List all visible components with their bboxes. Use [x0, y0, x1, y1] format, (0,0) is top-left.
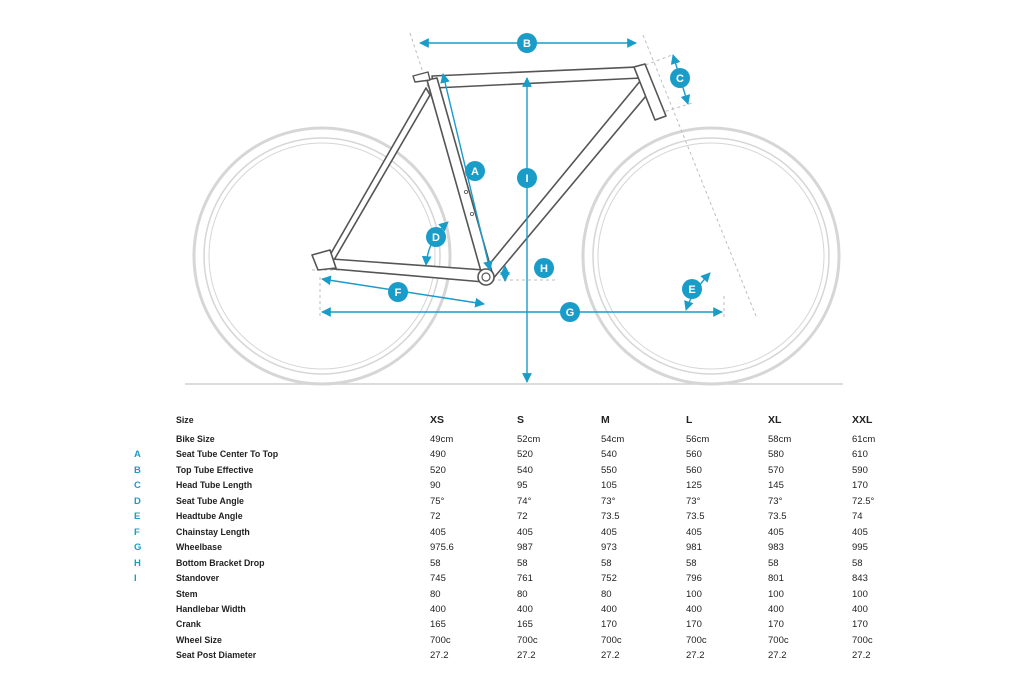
size-header-m: M — [601, 414, 610, 426]
row-value: 80 — [430, 588, 441, 600]
row-value: 405 — [430, 526, 446, 538]
row-value: 80 — [601, 588, 612, 600]
row-value: 27.2 — [601, 650, 620, 662]
row-value: 700c — [601, 634, 622, 646]
svg-text:I: I — [525, 173, 529, 185]
row-value: 843 — [852, 573, 868, 585]
row-letter: D — [134, 495, 141, 507]
size-header-xxl: XXL — [852, 414, 873, 426]
size-header-l: L — [686, 414, 693, 426]
row-value: 74° — [517, 495, 532, 507]
table-row — [0, 633, 1024, 648]
table-row — [0, 432, 1024, 447]
table-row — [0, 540, 1024, 555]
row-value: 170 — [601, 619, 617, 631]
svg-text:B: B — [523, 38, 531, 50]
row-label: Stem — [176, 588, 198, 599]
row-value: 752 — [601, 573, 617, 585]
svg-text:H: H — [540, 263, 548, 275]
marker-f — [388, 282, 408, 302]
row-value: 560 — [686, 449, 702, 461]
row-value: 73.5 — [686, 511, 705, 523]
svg-text:G: G — [565, 307, 575, 319]
svg-text:E: E — [688, 284, 696, 296]
row-value: 58 — [517, 557, 528, 569]
row-label: Bottom Bracket Drop — [176, 557, 265, 568]
marker-e — [682, 279, 702, 299]
row-label: Crank — [176, 619, 201, 630]
row-value: 73° — [768, 495, 783, 507]
row-letter: B — [134, 464, 141, 476]
row-value: 72.5° — [852, 495, 875, 507]
table-row — [0, 525, 1024, 540]
marker-c — [670, 68, 690, 88]
row-value: 405 — [686, 526, 702, 538]
row-value: 58 — [852, 557, 863, 569]
row-value: 58 — [430, 557, 441, 569]
svg-text:C: C — [676, 73, 684, 85]
table-row — [0, 648, 1024, 663]
row-label: Handlebar Width — [176, 603, 246, 614]
row-value: 700c — [517, 634, 538, 646]
table-row — [0, 463, 1024, 478]
row-value: 400 — [686, 603, 702, 615]
marker-h — [534, 258, 554, 278]
row-value: 700c — [686, 634, 707, 646]
row-value: 54cm — [601, 434, 625, 445]
table-row — [0, 478, 1024, 493]
table-row — [0, 587, 1024, 602]
row-value: 570 — [768, 464, 784, 476]
row-value: 540 — [517, 464, 533, 476]
row-value: 550 — [601, 464, 617, 476]
row-value: 700c — [768, 634, 789, 646]
row-value: 27.2 — [852, 650, 871, 662]
row-value: 73° — [686, 495, 701, 507]
row-value: 145 — [768, 480, 784, 492]
row-value: 796 — [686, 573, 702, 585]
row-value: 400 — [768, 603, 784, 615]
row-label: Standover — [176, 573, 220, 584]
row-value: 700c — [852, 634, 873, 646]
row-value: 520 — [430, 464, 446, 476]
row-value: 400 — [430, 603, 446, 615]
row-letter: F — [134, 526, 140, 538]
marker-i — [517, 168, 537, 188]
size-header: Size — [176, 415, 194, 425]
svg-text:A: A — [471, 166, 479, 178]
row-label: Top Tube Effective — [176, 464, 254, 475]
row-value: 73° — [601, 495, 616, 507]
row-value: 987 — [517, 542, 533, 554]
marker-d — [426, 227, 446, 247]
row-value: 995 — [852, 542, 868, 554]
row-value: 405 — [768, 526, 784, 538]
row-value: 165 — [517, 619, 533, 631]
row-value: 75° — [430, 495, 445, 507]
marker-a — [465, 161, 485, 181]
row-value: 801 — [768, 573, 784, 585]
row-value: 27.2 — [517, 650, 536, 662]
row-value: 90 — [430, 480, 441, 492]
row-value: 400 — [852, 603, 868, 615]
row-value: 49cm — [430, 434, 454, 445]
row-label: Seat Tube Angle — [176, 495, 244, 506]
row-value: 170 — [768, 619, 784, 631]
row-value: 405 — [517, 526, 533, 538]
row-value: 27.2 — [768, 650, 787, 662]
row-value: 100 — [852, 588, 868, 600]
svg-text:F: F — [394, 287, 402, 299]
row-value: 490 — [430, 449, 446, 461]
row-value: 56cm — [686, 434, 710, 445]
row-letter: A — [134, 449, 141, 461]
svg-text:D: D — [432, 232, 440, 244]
row-value: 58 — [601, 557, 612, 569]
row-value: 105 — [601, 480, 617, 492]
row-value: 74 — [852, 511, 863, 523]
row-label: Headtube Angle — [176, 511, 243, 522]
table-row — [0, 556, 1024, 571]
row-value: 27.2 — [686, 650, 705, 662]
row-value: 72 — [517, 511, 528, 523]
row-value: 100 — [686, 588, 702, 600]
row-value: 761 — [517, 573, 533, 585]
row-label: Head Tube Length — [176, 480, 253, 491]
row-value: 981 — [686, 542, 702, 554]
row-value: 405 — [852, 526, 868, 538]
row-letter: C — [134, 480, 141, 492]
marker-b — [517, 33, 537, 53]
row-value: 61cm — [852, 434, 876, 445]
row-label: Seat Post Diameter — [176, 650, 257, 661]
size-header-s: S — [517, 414, 525, 426]
table-row — [0, 602, 1024, 617]
row-value: 72 — [430, 511, 441, 523]
row-value: 700c — [430, 634, 451, 646]
row-value: 580 — [768, 449, 784, 461]
table-row — [0, 571, 1024, 586]
row-label: Seat Tube Center To Top — [176, 449, 279, 460]
dimension-arrows — [322, 43, 722, 382]
table-row — [0, 509, 1024, 524]
row-letter: H — [134, 557, 141, 569]
row-value: 73.5 — [768, 511, 787, 523]
row-value: 520 — [517, 449, 533, 461]
row-value: 170 — [852, 480, 868, 492]
marker-g — [560, 302, 580, 322]
row-value: 400 — [601, 603, 617, 615]
size-header-xs: XS — [430, 414, 445, 426]
table-row — [0, 494, 1024, 509]
row-label: Wheelbase — [176, 542, 222, 553]
row-value: 125 — [686, 480, 702, 492]
row-label: Wheel Size — [176, 634, 222, 645]
row-letter: G — [134, 542, 142, 554]
row-letter: E — [134, 511, 141, 523]
row-value: 80 — [517, 588, 528, 600]
row-value: 100 — [768, 588, 784, 600]
row-label: Bike Size — [176, 434, 215, 444]
row-value: 590 — [852, 464, 868, 476]
row-value: 58 — [686, 557, 697, 569]
row-value: 95 — [517, 480, 528, 492]
row-value: 973 — [601, 542, 617, 554]
row-value: 58 — [768, 557, 779, 569]
row-value: 610 — [852, 449, 868, 461]
row-value: 58cm — [768, 434, 792, 445]
row-value: 52cm — [517, 434, 541, 445]
table-header-row — [0, 413, 1024, 428]
row-value: 165 — [430, 619, 446, 631]
row-value: 560 — [686, 464, 702, 476]
row-value: 400 — [517, 603, 533, 615]
table-row — [0, 617, 1024, 632]
row-value: 405 — [601, 526, 617, 538]
row-value: 975.6 — [430, 542, 454, 554]
row-value: 170 — [686, 619, 702, 631]
row-value: 170 — [852, 619, 868, 631]
row-value: 745 — [430, 573, 446, 585]
table-row — [0, 447, 1024, 462]
row-value: 73.5 — [601, 511, 620, 523]
row-value: 27.2 — [430, 650, 449, 662]
row-value: 540 — [601, 449, 617, 461]
row-value: 983 — [768, 542, 784, 554]
front-wheel — [583, 128, 839, 384]
row-letter: I — [134, 573, 137, 585]
row-label: Chainstay Length — [176, 526, 250, 537]
size-header-xl: XL — [768, 414, 782, 426]
